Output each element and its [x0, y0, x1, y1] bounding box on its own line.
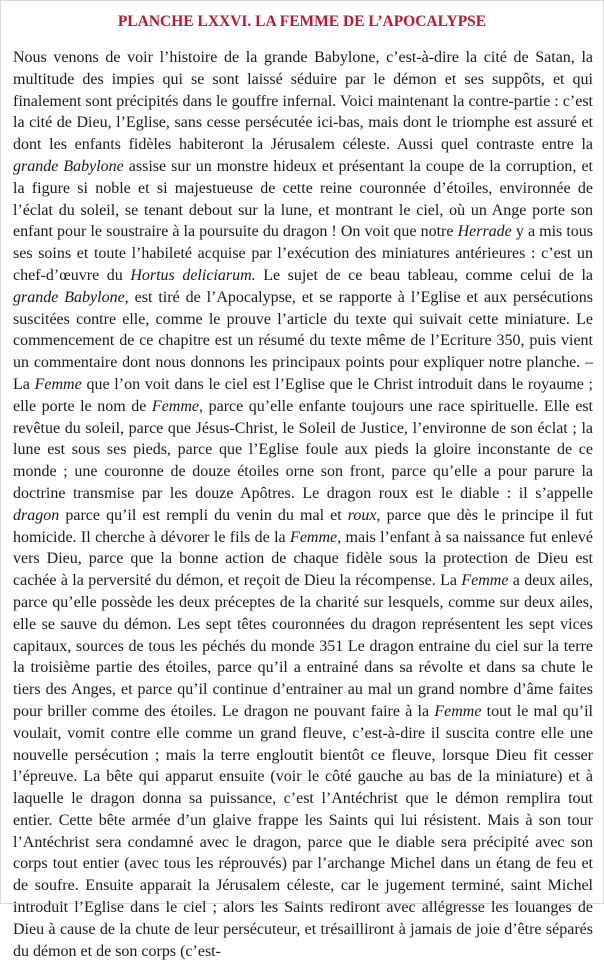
text-segment: , mais l’enfant à sa naissance fut enlevé vers Dieu, parce que la bonne action de chaque fidèle sous la protection de Dieu est cachée à la perversité du démon, et reçoit de Dieu la récompense. La: [13, 528, 593, 590]
italic-segment: Femme: [290, 528, 338, 546]
text-segment: Le sujet de ce beau tableau, comme celui de la: [255, 266, 593, 284]
text-segment: a deux ailes, parce qu’elle possède les deux préceptes de la charité sur lesquels, comme sur deux ailes, elle se sauve du démon. Les sept têtes couronnées du dragon représentent les sept vices capitaux, sources de tous les péchés du monde 351 Le dragon entraine du ciel sur la terre la troisième partie des étoiles, parce qu’il a entrainé dans sa révolte et dans sa chute le tiers des Anges, et parce qu’il continue d’entrainer au mal un grand nombre d’âme faites pour briller comme des étoiles. Le dragon ne pouvant faire à la: [13, 572, 593, 720]
italic-segment: grande Babylone: [13, 157, 124, 175]
text-segment: , parce que dès le principe il fut homicide. Il cherche à dévorer le fils de la: [13, 506, 593, 546]
italic-segment: Femme: [434, 702, 482, 720]
page-title: PLANCHE LXXVI. LA FEMME DE L’APOCALYPSE: [117, 13, 487, 30]
italic-segment: Femme: [151, 397, 200, 415]
text-segment: que l’on voit dans le ciel est l’Eglise que le Christ introduit dans le royaume ; elle porte le nom de: [13, 375, 594, 415]
italic-segment: roux: [347, 506, 377, 524]
italic-segment: Hortus deliciarum.: [130, 266, 256, 284]
text-segment: , parce qu’elle enfante toujours une race spirituelle. Elle est revêtue du soleil, parce que Jésus-Christ, le Soleil de Justice, l’environne de son éclat ; la lune est sous ses pieds, parce que l’Eglise foule aux pieds la gloire inconstante de ce monde ; une couronne de douze étoiles orne son front, parce qu’elle a pour parure la doctrine transmise par les douze Apôtres. Le dragon roux est le diable : il s’appelle: [13, 397, 593, 502]
text-segment: assise sur un monstre hideux et présentant la coupe de la corruption, et la figure si noble et si majestueuse de cette reine couronnée d’étoiles, environnée de l’éclat du soleil, se tenant debout sur la lune, et montrant le ciel, où un Ange porte son enfant pour le soustraire à la poursuite du dragon ! On voit que notre: [13, 157, 593, 241]
text-segment: est tiré de l’Apocalypse, et se rapporte à l’Eglise et aux persécutions suscitées contre elle, comme le prouve l’article du texte qui suivait cette miniature. Le commencement de ce chapitre est un résumé du texte même de l’Ecriture 350, puis vient un commentaire dont nous donnons les principaux points pour expliquer notre planche. – La: [13, 288, 594, 393]
text-segment: Nous venons de voir l’histoire de la grande Babylone, c’est-à-dire la cité de Satan, la multitude des impies qui se sont laissé séduire par le démon et ses suppôts, et qui finalement sont précipités dans le gouffre infernal. Voici maintenant la contre-partie : c’est la cité de Dieu, l’Eglise, sans cesse persécutée ici-bas, mais dont le triomphe est assuré et dont les enfants fidèles habiteront la Jérusalem céleste. Aussi quel contraste entre la: [13, 49, 593, 154]
text-segment: tout le mal qu’il voulait, vomit contre elle comme un grand fleuve, c’est-à-dire il suscita contre elle une nouvelle persécution ; mais la terre engloutit bientôt ce fleuve, lorsque Dieu fit cesser l’épreuve. La bête qui apparut ensuite (voir le côté gauche au bas de la miniature) et à laquelle le dragon donna sa puissance, c’est l’Antéchrist que le démon remplira tout entier. Cette bête armée d’un glaive frappe les Saints qui lui résistent. Mais à son tour l’Antéchrist sera condamné avec le dragon, parce que le diable sera précipité avec son corps tout entier (avec tous les réprouvés) par l’archange Michel dans un étang de feu et de soufre. Ensuite apparait la Jérusalem céleste, car le jugement terminé, saint Michel introduit l’Eglise dans le ciel ; alors les Saints rediront avec allégresse les louanges de Dieu à cause de la chute de leur persécuteur, et trésailliront à jamais de joie d’être séparés du démon et de son corps (c’est-: [13, 702, 594, 960]
italic-segment: Femme: [461, 572, 509, 590]
italic-segment: Herrade: [457, 223, 512, 241]
italic-segment: grande Babylone,: [13, 288, 129, 306]
paragraph: [13, 47, 593, 962]
body-text: [13, 47, 593, 962]
text-segment: y a mis tous ses soins et toute l’habileté acquise par l’exécution des miniatures antérieures : c’est un chef-d’œuvre du: [13, 223, 593, 284]
italic-segment: Femme: [34, 375, 82, 393]
italic-segment: dragon: [13, 506, 60, 524]
text-segment: parce qu’il est rempli du venin du mal et: [59, 506, 348, 524]
